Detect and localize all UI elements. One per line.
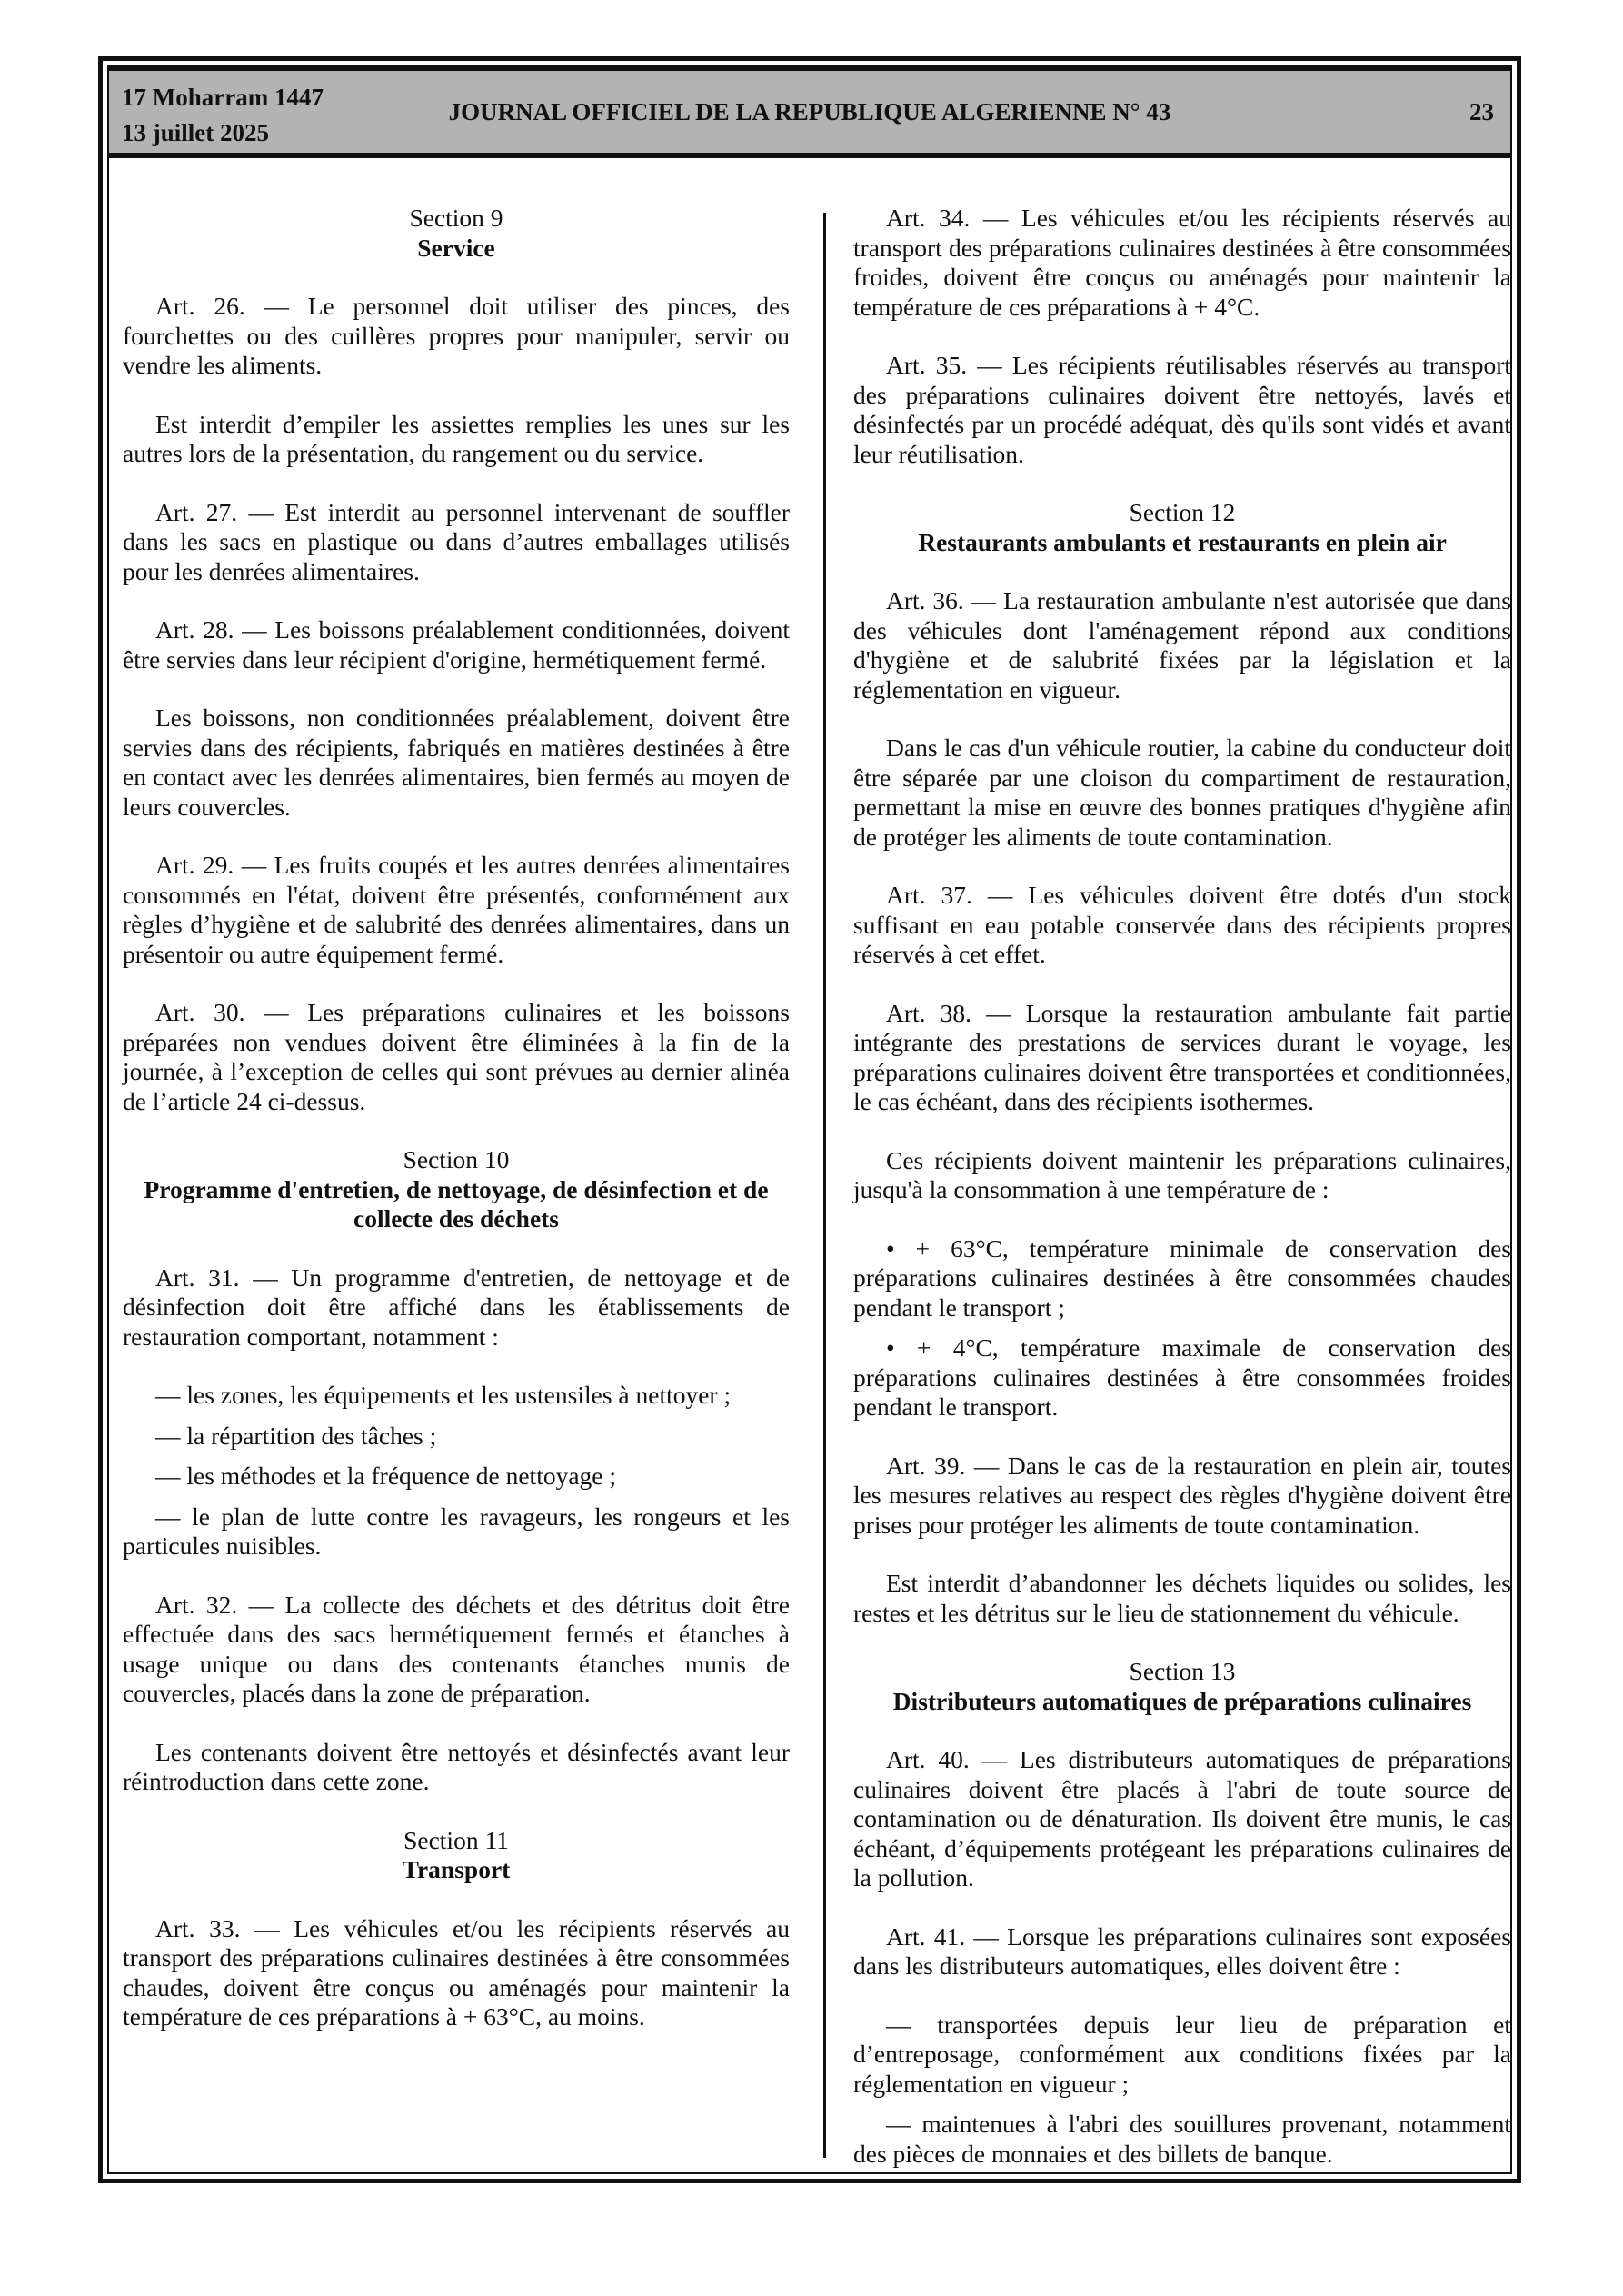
paragraph: Art. 28. — Les boissons préalablement conditionnées, doivent être servies dans leur récipient d'origine, hermétiquement fermé. — [123, 615, 790, 674]
gregorian-date: 13 juillet 2025 — [122, 119, 269, 146]
paragraph: Art. 30. — Les préparations culinaires et les boissons préparées non vendues doivent être éliminées à la fin de la journée, à l’exception de celles qui sont prévues au dernier alinéa de l’article 24 ci-dessus. — [123, 998, 790, 1115]
list-item: — les méthodes et la fréquence de nettoyage ; — [155, 1462, 617, 1490]
hijri-date: 17 Moharram 1447 — [122, 84, 324, 111]
section-title: Transport — [402, 1855, 511, 1883]
section-number: Section 9 — [409, 204, 503, 232]
journal-header — [109, 67, 1510, 158]
list-item: — maintenues à l'abri des souillures provenant, notamment des pièces de monnaies et des billets de banque. — [853, 2110, 1511, 2168]
paragraph: Art. 26. — Le personnel doit utiliser des pinces, des fourchettes ou des cuillères propres pour manipuler, servir ou vendre les aliments. — [123, 292, 790, 379]
list-item: • + 4°C, température maximale de conservation des préparations culinaires destinées à être consommées froides pendant le transport. — [853, 1333, 1511, 1421]
section-title: Distributeurs automatiques de préparations culinaires — [892, 1686, 1472, 1715]
paragraph: Art. 41. — Lorsque les préparations culinaires sont exposées dans les distributeurs automatiques, elles doivent être : — [853, 1922, 1511, 1980]
paragraph: Est interdit d’abandonner les déchets liquides ou solides, les restes et les détritus sur le lieu de stationnement du véhicule. — [853, 1569, 1511, 1627]
paragraph: Art. 31. — Un programme d'entretien, de nettoyage et de désinfection doit être affiché dans les établissements de restauration comportant, notamment : — [123, 1263, 790, 1351]
journal-title: JOURNAL OFFICIEL DE LA REPUBLIQUE ALGERIENNE N° 43 — [448, 98, 1171, 125]
section-number: Section 13 — [1129, 1657, 1236, 1685]
paragraph: Art. 29. — Les fruits coupés et les autres denrées alimentaires consommés en l'état, doivent être présentés, conformément aux règles d’hygiène et de salubrité des denrées alimentaires, dans un présentoir ou autre équipement fermé. — [123, 851, 790, 968]
section-title: Programme d'entretien, de nettoyage, de désinfection et de collecte des déchets — [144, 1174, 769, 1233]
paragraph: Les boissons, non conditionnées préalablement, doivent être servies dans des récipients, fabriqués en matières destinées à être en contact avec les denrées alimentaires, bien fermés au moyen de leurs couvercles. — [123, 704, 790, 821]
paragraph: Ces récipients doivent maintenir les préparations culinaires, jusqu'à la consommation à une température de : — [853, 1145, 1511, 1203]
list-item: — transportées depuis leur lieu de préparation et d’entreposage, conformément aux conditions fixées par la réglementation en vigueur ; — [853, 2010, 1511, 2098]
paragraph: Art. 27. — Est interdit au personnel intervenant de souffler dans les sacs en plastique ou dans d’autres emballages utilisés pour les denrées alimentaires. — [123, 497, 790, 585]
section-number: Section 11 — [403, 1825, 509, 1854]
paragraph: Art. 37. — Les véhicules doivent être dotés d'un stock suffisant en eau potable conservée dans des récipients propres réservés à cet effet. — [853, 881, 1511, 968]
paragraph: Art. 40. — Les distributeurs automatiques de préparations culinaires doivent être placés à l'abri de toute source de contamination ou de dénaturation. Ils doivent être munis, le cas échéant, d’équipements protégeant les préparations culinaires de la pollution. — [853, 1745, 1511, 1892]
list-item: • + 63°C, température minimale de conservation des préparations culinaires destinées à être consommées chaudes pendant le transport ; — [853, 1233, 1511, 1322]
paragraph: Art. 39. — Dans le cas de la restauration en plein air, toutes les mesures relatives au respect des règles d'hygiène doivent être prises pour protéger les aliments de toute contamination. — [853, 1451, 1511, 1539]
paragraph: Art. 36. — La restauration ambulante n'est autorisée que dans des véhicules dont l'aménagement répond aux conditions d'hygiène et de salubrité fixées par la législation et la réglementation en vigueur. — [853, 586, 1511, 704]
paragraph: Les contenants doivent être nettoyés et désinfectés avant leur réintroduction dans cette zone. — [123, 1737, 790, 1795]
page-number: 23 — [1469, 98, 1494, 125]
list-item: — les zones, les équipements et les ustensiles à nettoyer ; — [155, 1381, 732, 1409]
left-column — [123, 204, 790, 2061]
section-title: Restaurants ambulants et restaurants en plein air — [918, 527, 1447, 556]
paragraph: Art. 34. — Les véhicules et/ou les récipients réservés au transport des préparations culinaires destinées à être consommées froides, doivent être conçus ou aménagés pour maintenir la température de ces préparations à + 4°C. — [853, 204, 1511, 321]
section-number: Section 10 — [403, 1145, 510, 1173]
section-title: Service — [417, 233, 495, 262]
section-number: Section 12 — [1129, 498, 1236, 526]
list-item: — la répartition des tâches ; — [155, 1421, 437, 1450]
paragraph: Art. 33. — Les véhicules et/ou les récipients réservés au transport des préparations culinaires destinées à être consommées chaudes, doivent être conçus ou aménagés pour maintenir la température de ces préparations à + 63°C, au moins. — [123, 1913, 790, 2031]
right-column — [853, 204, 1511, 2180]
paragraph: Art. 38. — Lorsque la restauration ambulante fait partie intégrante des prestations de services durant le voyage, les préparations culinaires doivent être transportées et conditionnées, le cas échéant, dans des récipients isothermes. — [853, 998, 1511, 1115]
paragraph: Art. 32. — La collecte des déchets et des détritus doit être effectuée dans des sacs hermétiquement fermés et étanches à usage unique ou dans des contenants étanches munis de couvercles, placés dans la zone de préparation. — [123, 1590, 790, 1707]
list-item: — le plan de lutte contre les ravageurs, les rongeurs et les particules nuisibles. — [123, 1502, 790, 1560]
paragraph: Est interdit d’empiler les assiettes remplies les unes sur les autres lors de la présentation, du rangement ou du service. — [123, 409, 790, 467]
paragraph: Dans le cas d'un véhicule routier, la cabine du conducteur doit être séparée par une cloison du compartiment de restauration, permettant la mise en œuvre des bonnes pratiques d'hygiène afin de protéger les aliments de toute contamination. — [853, 734, 1511, 851]
paragraph: Art. 35. — Les récipients réutilisables réservés au transport des préparations culinaires doivent être nettoyés, lavés et désinfectés par un procédé adéquat, dès qu'ils sont vidés et avant leur réutilisation. — [853, 351, 1511, 468]
column-divider — [823, 213, 826, 2158]
page-inner-border — [107, 65, 1512, 2174]
page-frame — [98, 56, 1521, 2183]
